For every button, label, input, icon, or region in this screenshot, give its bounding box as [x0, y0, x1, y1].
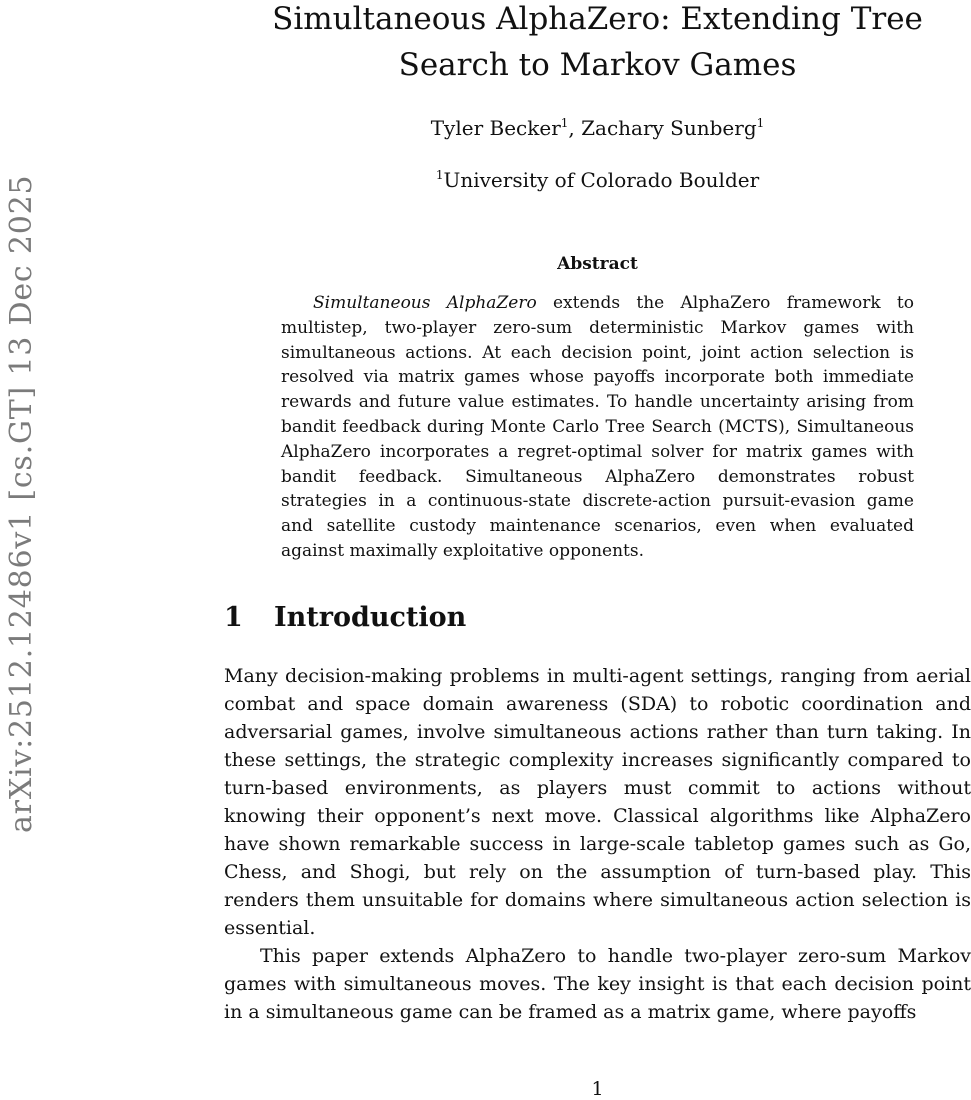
section-title: Introduction [274, 602, 467, 633]
affiliation [224, 166, 971, 194]
affiliation-mark: 1 [756, 116, 765, 130]
section-number: 1 [224, 602, 243, 633]
paper-title: Simultaneous AlphaZero: Extending Tree Search to Markov Games [272, 1, 923, 83]
abstract-heading: Abstract [557, 254, 638, 274]
abstract-body [281, 291, 914, 564]
abstract-text: extends the AlphaZero framework to multistep, two-player zero-sum deterministic Markov games with simultaneous actions. At each decision point, joint action selection is resolved via matrix games whose payoffs incorporate both immediate rewards and future value estimates. To handle uncertainty arising from bandit feedback during Monte Carlo Tree Search (MCTS), Simultaneous AlphaZero incorporates a regret-optimal solver for matrix games with bandit feedback. Simultaneous AlphaZero demonstrates robust strategies in a continuous-state discrete-action pursuit-evasion game and satellite custody maintenance scenarios, even when evaluated against maximally exploitative opponents. [281, 293, 914, 561]
arxiv-identifier-margin [2, 0, 46, 1098]
abstract-lead-italic: Simultaneous AlphaZero [313, 293, 537, 313]
body-paragraph: This paper extends AlphaZero to handle two-player zero-sum Markov games with simultaneous moves. The key insight is that each decision point in a simultaneous game can be framed as a matrix game, where payoffs [224, 945, 971, 1023]
section-heading [224, 602, 971, 633]
author-name: Zachary Sunberg [581, 116, 757, 140]
arxiv-identifier: arXiv:2512.12486v1 [cs.GT] 13 Dec 2025 [4, 174, 39, 833]
abstract-paragraph [281, 291, 914, 564]
affiliation-mark: 1 [435, 168, 444, 182]
author-list [224, 114, 971, 142]
affiliation-name: University of Colorado Boulder [443, 168, 760, 192]
author-name: Tyler Becker [430, 116, 561, 140]
affiliation-mark: 1 [560, 116, 569, 130]
introduction-body [224, 662, 971, 1026]
body-paragraph: Many decision-making problems in multi-agent settings, ranging from aerial combat and space domain awareness (SDA) to robotic coordination and adversarial games, involve simultaneous actions rather than turn taking. In these settings, the strategic complexity increases significantly compared to turn-based environments, as players must commit to actions without knowing their opponent’s next move. Classical algorithms like AlphaZero have shown remarkable success in large-scale tabletop games such as Go, Chess, and Shogi, but rely on the assumption of turn-based play. This renders them unsuitable for domains where simultaneous action selection is essential. [224, 665, 971, 939]
page-number: 1 [591, 1078, 604, 1100]
author-separator: , [568, 116, 582, 140]
